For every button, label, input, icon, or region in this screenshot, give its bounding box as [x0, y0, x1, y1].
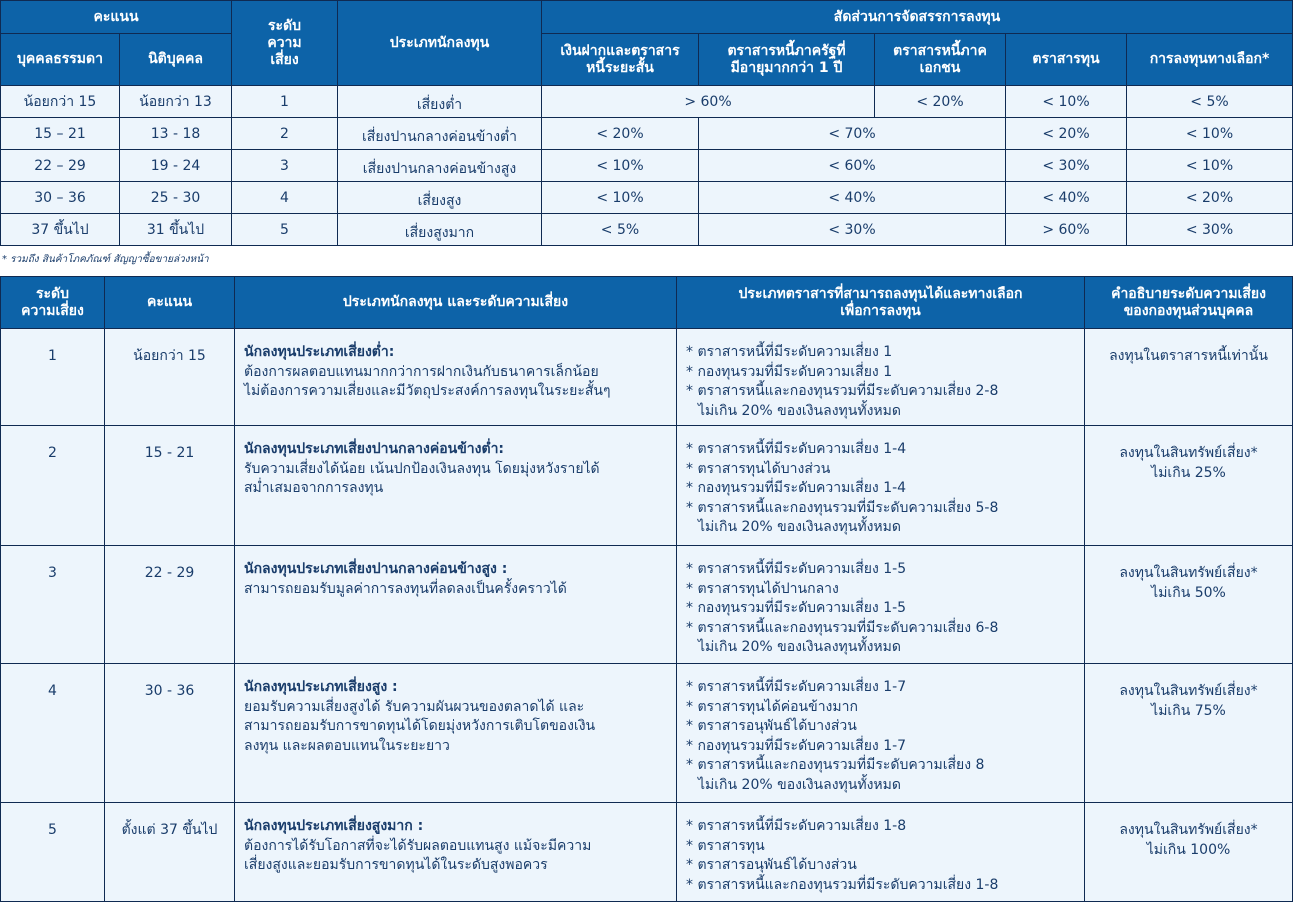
- instrument-item: * กองทุนรวมที่มีระดับความเสี่ยง 1-5: [686, 600, 907, 617]
- investor-type-header: ประเภทนักลงทุน และระดับความเสี่ยง: [235, 277, 677, 329]
- score-header: คะแนน: [1, 1, 232, 34]
- instrument-item: * กองทุนรวมที่มีระดับความเสี่ยง 1-7: [686, 737, 907, 754]
- investor-type-title: นักลงทุนประเภทเสี่ยงปานกลางค่อนข้างต่ำ:: [244, 441, 505, 457]
- table-row: [1, 182, 1293, 214]
- table-row: [1, 329, 1293, 426]
- score-range: 30 - 36: [105, 664, 235, 803]
- risk-level: 2: [232, 118, 338, 150]
- deposits-header: เงินฝากและตราสารหนี้ระยะสั้น: [542, 34, 699, 86]
- instrument-item: * กองทุนรวมที่มีระดับความเสี่ยง 1: [686, 363, 893, 380]
- risk-level: 5: [1, 803, 105, 902]
- description-line: ยอมรับความเสี่ยงสูงได้ รับความผันผวนของตลาดได้ และ: [244, 698, 585, 715]
- investor-description: [235, 803, 677, 902]
- instrument-item: * ตราสารทุนได้ค่อนข้างมาก: [686, 698, 858, 715]
- investor-type: เสี่ยงต่ำ: [338, 86, 542, 118]
- risk-level-header: ระดับความเสี่ยง: [1, 277, 105, 329]
- investor-description: [235, 546, 677, 664]
- score-range: 15 - 21: [105, 426, 235, 546]
- allocation-table: [0, 0, 1293, 246]
- investor-type-title: นักลงทุนประเภทเสี่ยงสูงมาก :: [244, 818, 424, 834]
- equity-allocation: < 20%: [1006, 118, 1127, 150]
- table-row: [1, 86, 1293, 118]
- investor-type-title: นักลงทุนประเภทเสี่ยงปานกลางค่อนข้างสูง :: [244, 561, 508, 577]
- deposits-allocation: < 10%: [542, 182, 699, 214]
- description-line: สม่ำเสมอจากการลงทุน: [244, 480, 384, 497]
- risk-level-header: ระดับความเสี่ยง: [232, 1, 338, 86]
- alternative-allocation: < 10%: [1127, 118, 1293, 150]
- description-line: เสี่ยงสูงและยอมรับการขาดทุนได้ในระดับสูงพอควร: [244, 857, 548, 874]
- gov-corp-bonds-allocation: < 40%: [699, 182, 1006, 214]
- juristic-header: นิติบุคคล: [120, 34, 232, 86]
- score-range: น้อยกว่า 15: [105, 329, 235, 426]
- individual-score: 15 – 21: [1, 118, 120, 150]
- table-row: [1, 150, 1293, 182]
- investor-type-title: นักลงทุนประเภทเสี่ยงต่ำ:: [244, 344, 395, 360]
- investor-description: [235, 329, 677, 426]
- risk-level: 1: [232, 86, 338, 118]
- instrument-list: [677, 426, 1085, 546]
- investor-type: เสี่ยงสูงมาก: [338, 214, 542, 246]
- instrument-item: * ตราสารหนี้ที่มีระดับความเสี่ยง 1-4: [686, 441, 907, 457]
- equity-allocation: < 10%: [1006, 86, 1127, 118]
- description-line: ต้องการผลตอบแทนมากกว่าการฝากเงินกับธนาคารเล็กน้อย: [244, 363, 599, 380]
- instrument-list: [677, 803, 1085, 902]
- description-line: สามารถยอมรับมูลค่าการลงทุนที่ลดลงเป็นครั้งคราวได้: [244, 580, 567, 597]
- instrument-item: * ตราสารอนุพันธ์ได้บางส่วน: [686, 718, 857, 735]
- corp-bonds-header: ตราสารหนี้ภาคเอกชน: [875, 34, 1006, 86]
- description-line: ลงทุน และผลตอบแทนในระยะยาว: [244, 737, 450, 754]
- investor-type: เสี่ยงปานกลางค่อนข้างสูง: [338, 150, 542, 182]
- instrument-item: * ตราสารอนุพันธ์ได้บางส่วน: [686, 857, 857, 874]
- juristic-score: 25 - 30: [120, 182, 232, 214]
- footnote: * รวมถึง สินค้าโภคภัณฑ์ สัญญาซื้อขายล่วงหน้า: [2, 254, 209, 265]
- risk-level: 5: [232, 214, 338, 246]
- instrument-item: * ตราสารหนี้ที่มีระดับความเสี่ยง 1: [686, 344, 893, 360]
- fund-risk-explanation: [1085, 426, 1293, 546]
- table-row: [1, 803, 1293, 902]
- description-line: ต้องการได้รับโอกาสที่จะได้รับผลตอบแทนสูง แม้จะมีความ: [244, 837, 592, 854]
- gov-corp-bonds-allocation: < 70%: [699, 118, 1006, 150]
- instrument-list: [677, 664, 1085, 803]
- instrument-list: [677, 329, 1085, 426]
- explanation-line: ลงทุนในตราสารหนี้เท่านั้น: [1109, 348, 1268, 364]
- individual-header: บุคคลธรรมดา: [1, 34, 120, 86]
- explanation-line: ไม่เกิน 25%: [1151, 464, 1226, 481]
- instrument-item: ไม่เกิน 20% ของเงินลงทุนทั้งหมด: [698, 639, 901, 656]
- risk-level: 4: [1, 664, 105, 803]
- alternative-header: การลงทุนทางเลือก*: [1127, 34, 1293, 86]
- table-row: [1, 664, 1293, 803]
- alternative-allocation: < 5%: [1127, 86, 1293, 118]
- alternative-allocation: < 30%: [1127, 214, 1293, 246]
- instrument-item: ไม่เกิน 20% ของเงินลงทุนทั้งหมด: [698, 776, 901, 793]
- table-row: [1, 214, 1293, 246]
- investor-description: [235, 426, 677, 546]
- deposits-allocation: < 5%: [542, 214, 699, 246]
- risk-level: 3: [232, 150, 338, 182]
- equity-allocation: < 40%: [1006, 182, 1127, 214]
- individual-score: 22 – 29: [1, 150, 120, 182]
- individual-score: 37 ขึ้นไป: [1, 214, 120, 246]
- table-row: [1, 118, 1293, 150]
- instruments-header: ประเภทตราสารที่สามารถลงทุนได้และทางเลือกเพื่อการลงทุน: [677, 277, 1085, 329]
- instrument-item: * ตราสารหนี้และกองทุนรวมที่มีระดับความเสี่ยง 1-8: [686, 876, 999, 893]
- explanation-line: ลงทุนในสินทรัพย์เสี่ยง*: [1119, 822, 1258, 838]
- corp-bonds-allocation: < 20%: [875, 86, 1006, 118]
- equity-allocation: > 60%: [1006, 214, 1127, 246]
- risk-level: 1: [1, 329, 105, 426]
- instrument-item: * ตราสารหนี้ที่มีระดับความเสี่ยง 1-7: [686, 679, 907, 695]
- gov-corp-bonds-allocation: < 30%: [699, 214, 1006, 246]
- score-range: ตั้งแต่ 37 ขึ้นไป: [105, 803, 235, 902]
- instrument-item: ไม่เกิน 20% ของเงินลงทุนทั้งหมด: [698, 402, 901, 419]
- individual-score: 30 – 36: [1, 182, 120, 214]
- instrument-item: * ตราสารหนี้ที่มีระดับความเสี่ยง 1-8: [686, 818, 907, 834]
- instrument-list: [677, 546, 1085, 664]
- profile-table: [0, 276, 1293, 902]
- explanation-line: ลงทุนในสินทรัพย์เสี่ยง*: [1119, 683, 1258, 699]
- risk-level: 3: [1, 546, 105, 664]
- risk-level: 2: [1, 426, 105, 546]
- score-header: คะแนน: [105, 277, 235, 329]
- explanation-line: ลงทุนในสินทรัพย์เสี่ยง*: [1119, 445, 1258, 461]
- alternative-allocation: < 20%: [1127, 182, 1293, 214]
- explanation-line: ไม่เกิน 75%: [1151, 702, 1226, 719]
- instrument-item: * ตราสารหนี้ที่มีระดับความเสี่ยง 1-5: [686, 561, 907, 577]
- instrument-item: * ตราสารทุน: [686, 837, 765, 854]
- instrument-item: * ตราสารหนี้และกองทุนรวมที่มีระดับความเสี่ยง 6-8: [686, 619, 999, 636]
- equity-allocation: < 30%: [1006, 150, 1127, 182]
- gov-corp-bonds-allocation: < 60%: [699, 150, 1006, 182]
- individual-score: น้อยกว่า 15: [1, 86, 120, 118]
- deposits-allocation: < 20%: [542, 118, 699, 150]
- juristic-score: น้อยกว่า 13: [120, 86, 232, 118]
- gov-bonds-header: ตราสารหนี้ภาครัฐที่มีอายุมากกว่า 1 ปี: [699, 34, 875, 86]
- description-line: สามารถยอมรับการขาดทุนได้โดยมุ่งหวังการเติบโตของเงิน: [244, 718, 596, 735]
- allocation-header: สัดส่วนการจัดสรรการลงทุน: [542, 1, 1293, 34]
- investor-type-title: นักลงทุนประเภทเสี่ยงสูง :: [244, 679, 398, 695]
- instrument-item: * กองทุนรวมที่มีระดับความเสี่ยง 1-4: [686, 480, 907, 497]
- investor-description: [235, 664, 677, 803]
- alternative-allocation: < 10%: [1127, 150, 1293, 182]
- explanation-line: ไม่เกิน 50%: [1151, 584, 1226, 601]
- equity-header: ตราสารทุน: [1006, 34, 1127, 86]
- explanation-line: ลงทุนในสินทรัพย์เสี่ยง*: [1119, 565, 1258, 581]
- deposits-gov-bonds-allocation: > 60%: [542, 86, 875, 118]
- juristic-score: 31 ขึ้นไป: [120, 214, 232, 246]
- description-line: รับความเสี่ยงได้น้อย เน้นปกป้องเงินลงทุน โดยมุ่งหวังรายได้: [244, 460, 600, 477]
- instrument-item: * ตราสารทุนได้บางส่วน: [686, 460, 831, 477]
- instrument-item: * ตราสารหนี้และกองทุนรวมที่มีระดับความเสี่ยง 8: [686, 757, 985, 774]
- table-row: [1, 426, 1293, 546]
- deposits-allocation: < 10%: [542, 150, 699, 182]
- juristic-score: 19 - 24: [120, 150, 232, 182]
- investor-type: เสี่ยงปานกลางค่อนข้างต่ำ: [338, 118, 542, 150]
- score-range: 22 - 29: [105, 546, 235, 664]
- instrument-item: ไม่เกิน 20% ของเงินลงทุนทั้งหมด: [698, 519, 901, 536]
- instrument-item: * ตราสารหนี้และกองทุนรวมที่มีระดับความเสี่ยง 5-8: [686, 499, 999, 516]
- description-line: ไม่ต้องการความเสี่ยงและมีวัตถุประสงค์การลงทุนในระยะสั้นๆ: [244, 383, 611, 400]
- table-row: [1, 546, 1293, 664]
- instrument-item: * ตราสารหนี้และกองทุนรวมที่มีระดับความเสี่ยง 2-8: [686, 383, 999, 400]
- fund-risk-explanation: [1085, 803, 1293, 902]
- fund-risk-explanation: [1085, 664, 1293, 803]
- fund-risk-header: คำอธิบายระดับความเสี่ยงของกองทุนส่วนบุคคล: [1085, 277, 1293, 329]
- fund-risk-explanation: [1085, 329, 1293, 426]
- risk-level: 4: [232, 182, 338, 214]
- fund-risk-explanation: [1085, 546, 1293, 664]
- juristic-score: 13 - 18: [120, 118, 232, 150]
- investor-type-header: ประเภทนักลงทุน: [338, 1, 542, 86]
- instrument-item: * ตราสารทุนได้ปานกลาง: [686, 580, 839, 597]
- explanation-line: ไม่เกิน 100%: [1146, 841, 1231, 858]
- investor-type: เสี่ยงสูง: [338, 182, 542, 214]
